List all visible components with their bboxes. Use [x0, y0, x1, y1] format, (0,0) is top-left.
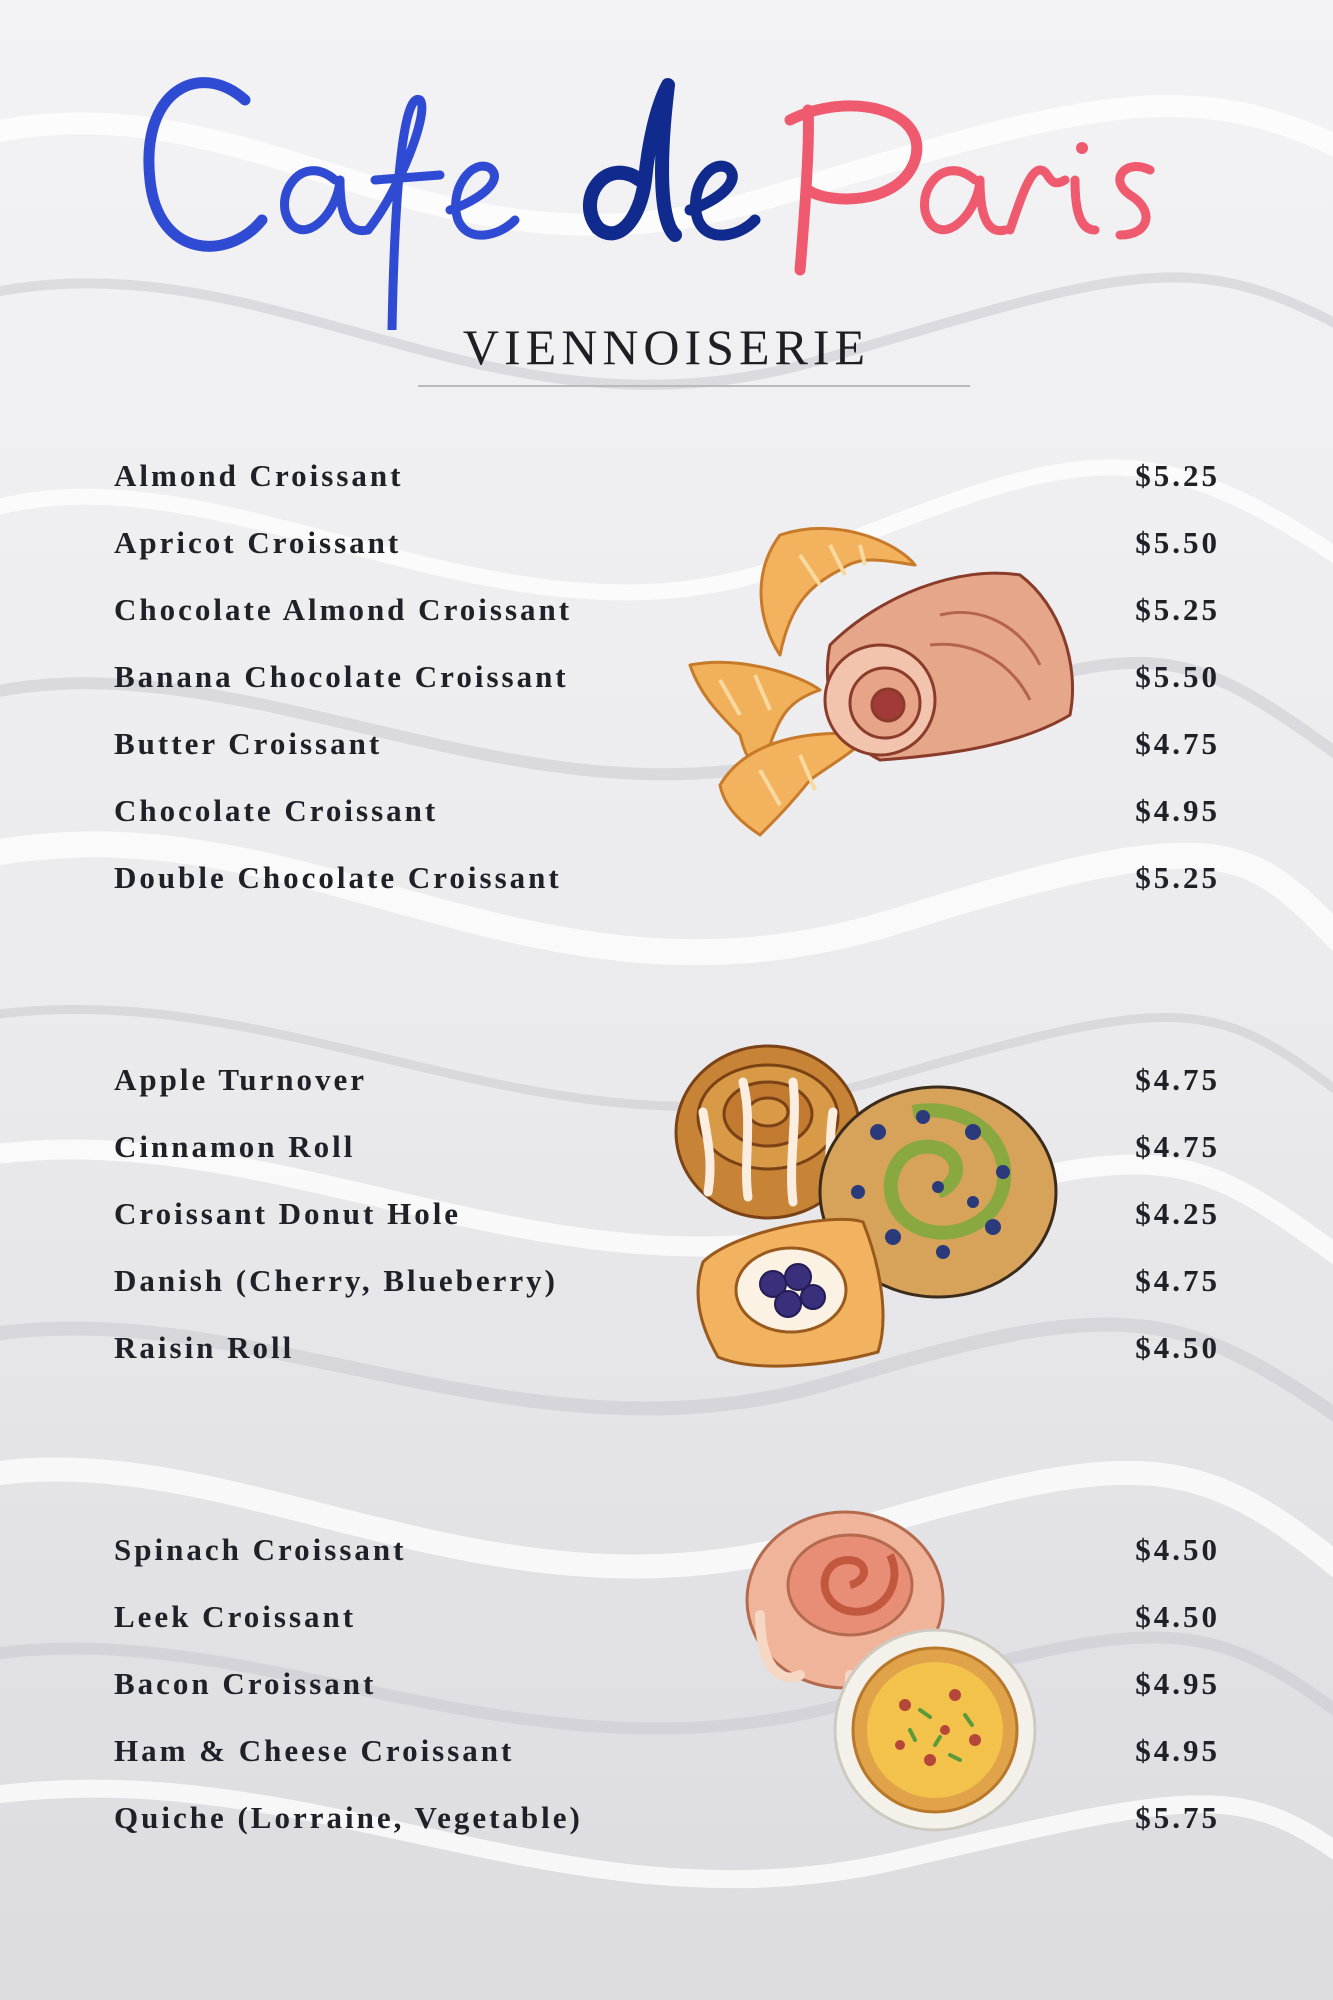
item-name: Quiche (Lorraine, Vegetable)	[114, 1800, 583, 1835]
menu-item	[0, 657, 1333, 724]
item-price: $4.75	[1135, 1062, 1220, 1097]
item-name: Leek Croissant	[114, 1599, 357, 1634]
item-price: $5.50	[1135, 525, 1220, 560]
item-price: $4.75	[1135, 1263, 1220, 1298]
savory-pastry-illustration	[740, 1505, 1040, 1835]
menu-item	[0, 791, 1333, 858]
item-name: Chocolate Almond Croissant	[114, 592, 573, 627]
item-price: $4.95	[1135, 1666, 1220, 1701]
item-name: Banana Chocolate Croissant	[114, 659, 569, 694]
item-name: Double Chocolate Croissant	[114, 860, 562, 895]
item-price: $4.50	[1135, 1532, 1220, 1567]
item-price: $4.75	[1135, 1129, 1220, 1164]
menu-item	[0, 1530, 1333, 1597]
menu-item	[0, 523, 1333, 590]
menu-item	[0, 1328, 1333, 1395]
menu-item	[0, 1597, 1333, 1664]
section-heading: VIENNOISERIE	[462, 319, 871, 375]
menu-item	[0, 590, 1333, 657]
menu-group-sweet-pastries	[0, 1060, 1333, 1395]
item-name: Butter Croissant	[114, 726, 383, 761]
menu-group-croissants	[0, 456, 1333, 925]
item-price: $4.25	[1135, 1196, 1220, 1231]
item-price: $5.25	[1135, 592, 1220, 627]
item-name: Ham & Cheese Croissant	[114, 1733, 515, 1768]
item-price: $5.75	[1135, 1800, 1220, 1835]
menu-item	[0, 1798, 1333, 1865]
menu-item	[0, 724, 1333, 791]
item-price: $4.50	[1135, 1599, 1220, 1634]
item-name: Spinach Croissant	[114, 1532, 407, 1567]
item-name: Apricot Croissant	[114, 525, 402, 560]
item-name: Raisin Roll	[114, 1330, 295, 1365]
item-price: $4.75	[1135, 726, 1220, 761]
item-name: Chocolate Croissant	[114, 793, 439, 828]
croissant-illustration	[680, 515, 1090, 845]
item-name: Bacon Croissant	[114, 1666, 377, 1701]
item-name: Cinnamon Roll	[114, 1129, 356, 1164]
heading-divider	[418, 385, 970, 387]
menu-item	[0, 1060, 1333, 1127]
menu-item	[0, 858, 1333, 925]
menu-item	[0, 1127, 1333, 1194]
item-name: Danish (Cherry, Blueberry)	[114, 1263, 558, 1298]
item-price: $4.95	[1135, 793, 1220, 828]
item-name: Croissant Donut Hole	[114, 1196, 462, 1231]
menu-group-savory	[0, 1530, 1333, 1865]
item-price: $5.25	[1135, 458, 1220, 493]
item-name: Almond Croissant	[114, 458, 404, 493]
menu-item	[0, 1261, 1333, 1328]
menu-item	[0, 1731, 1333, 1798]
item-price: $4.95	[1135, 1733, 1220, 1768]
menu-item	[0, 1664, 1333, 1731]
item-price: $4.50	[1135, 1330, 1220, 1365]
menu-item	[0, 456, 1333, 523]
menu-item	[0, 1194, 1333, 1261]
cafe-logo-title	[0, 30, 1333, 330]
sweet-pastry-illustration	[673, 1022, 1068, 1382]
item-name: Apple Turnover	[114, 1062, 368, 1097]
item-price: $5.25	[1135, 860, 1220, 895]
item-price: $5.50	[1135, 659, 1220, 694]
